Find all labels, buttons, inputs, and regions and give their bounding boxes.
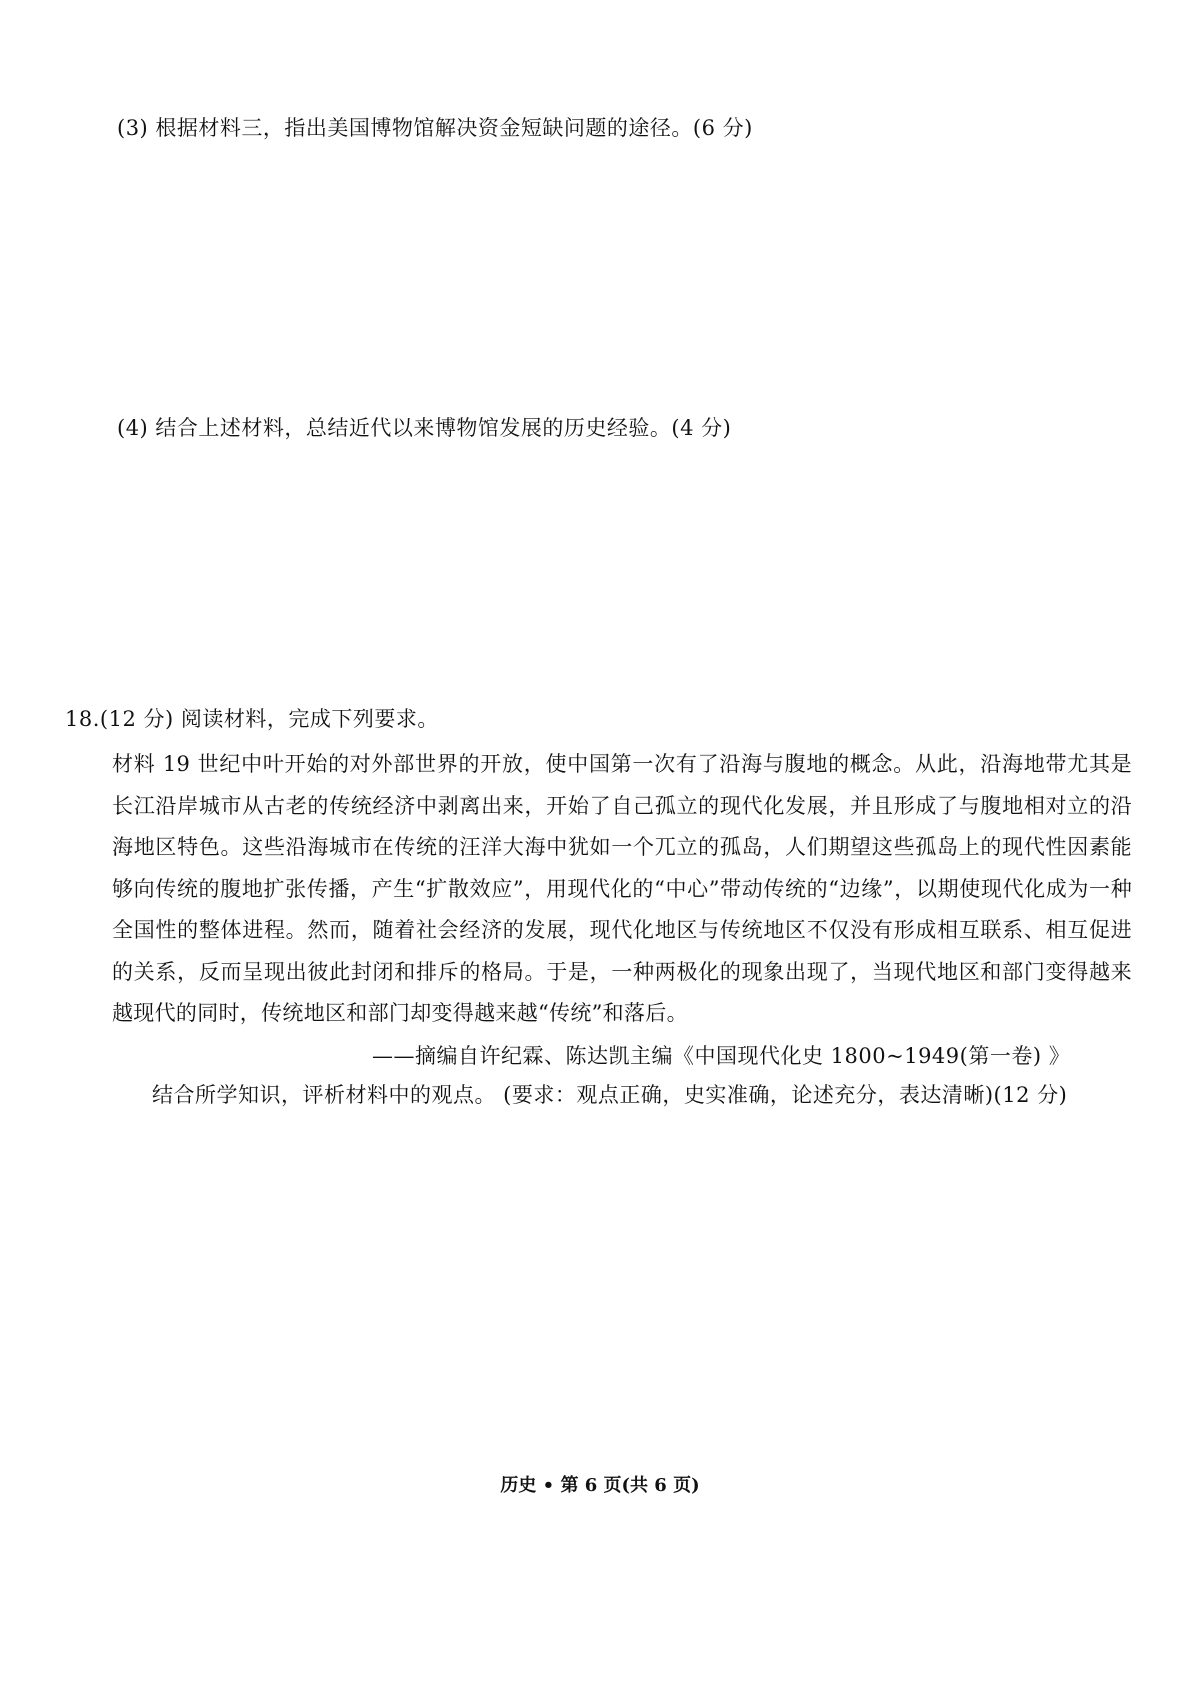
question-18-task: 结合所学知识，评析材料中的观点。 (要求：观点正确，史实准确，论述充分，表达清晰)(12 分): [152, 1083, 1068, 1107]
material-paragraph: 材料 19 世纪中叶开始的对外部世界的开放，使中国第一次有了沿海与腹地的概念。从此，沿海地带尤其是长江沿岸城市从古老的传统经济中剥离出来，开始了自己孤立的现代化发展，并且形成了与腹地相对立的沿海地区特色。这些沿海城市在传统的汪洋大海中犹如一个兀立的孤岛，人们期望这些孤岛上的现代性因素能够向传统的腹地扩张传播，产生“扩散效应”，用现代化的“中心”带动传统的“边缘”，以期使现代化成为一种全国性的整体进程。然而，随着社会经济的发展，现代化地区与传统地区不仅没有形成相互联系、相互促进的关系，反而呈现出彼此封闭和排斥的格局。于是，一种两极化的现象出现了，当现代地区和部门变得越来越现代的同时，传统地区和部门却变得越来越“传统”和落后。: [112, 752, 1132, 1025]
question-18-header: 18.(12 分) 阅读材料，完成下列要求。: [65, 707, 439, 731]
question-3: (3) 根据材料三，指出美国博物馆解决资金短缺问题的途径。(6 分): [117, 116, 753, 140]
material-source: ——摘编自许纪霖、陈达凯主编《中国现代化史 1800~1949(第一卷) 》: [372, 1044, 1071, 1068]
page-footer: 历史 • 第 6 页(共 6 页): [500, 1475, 700, 1496]
question-4: (4) 结合上述材料，总结近代以来博物馆发展的历史经验。(4 分): [117, 416, 732, 440]
